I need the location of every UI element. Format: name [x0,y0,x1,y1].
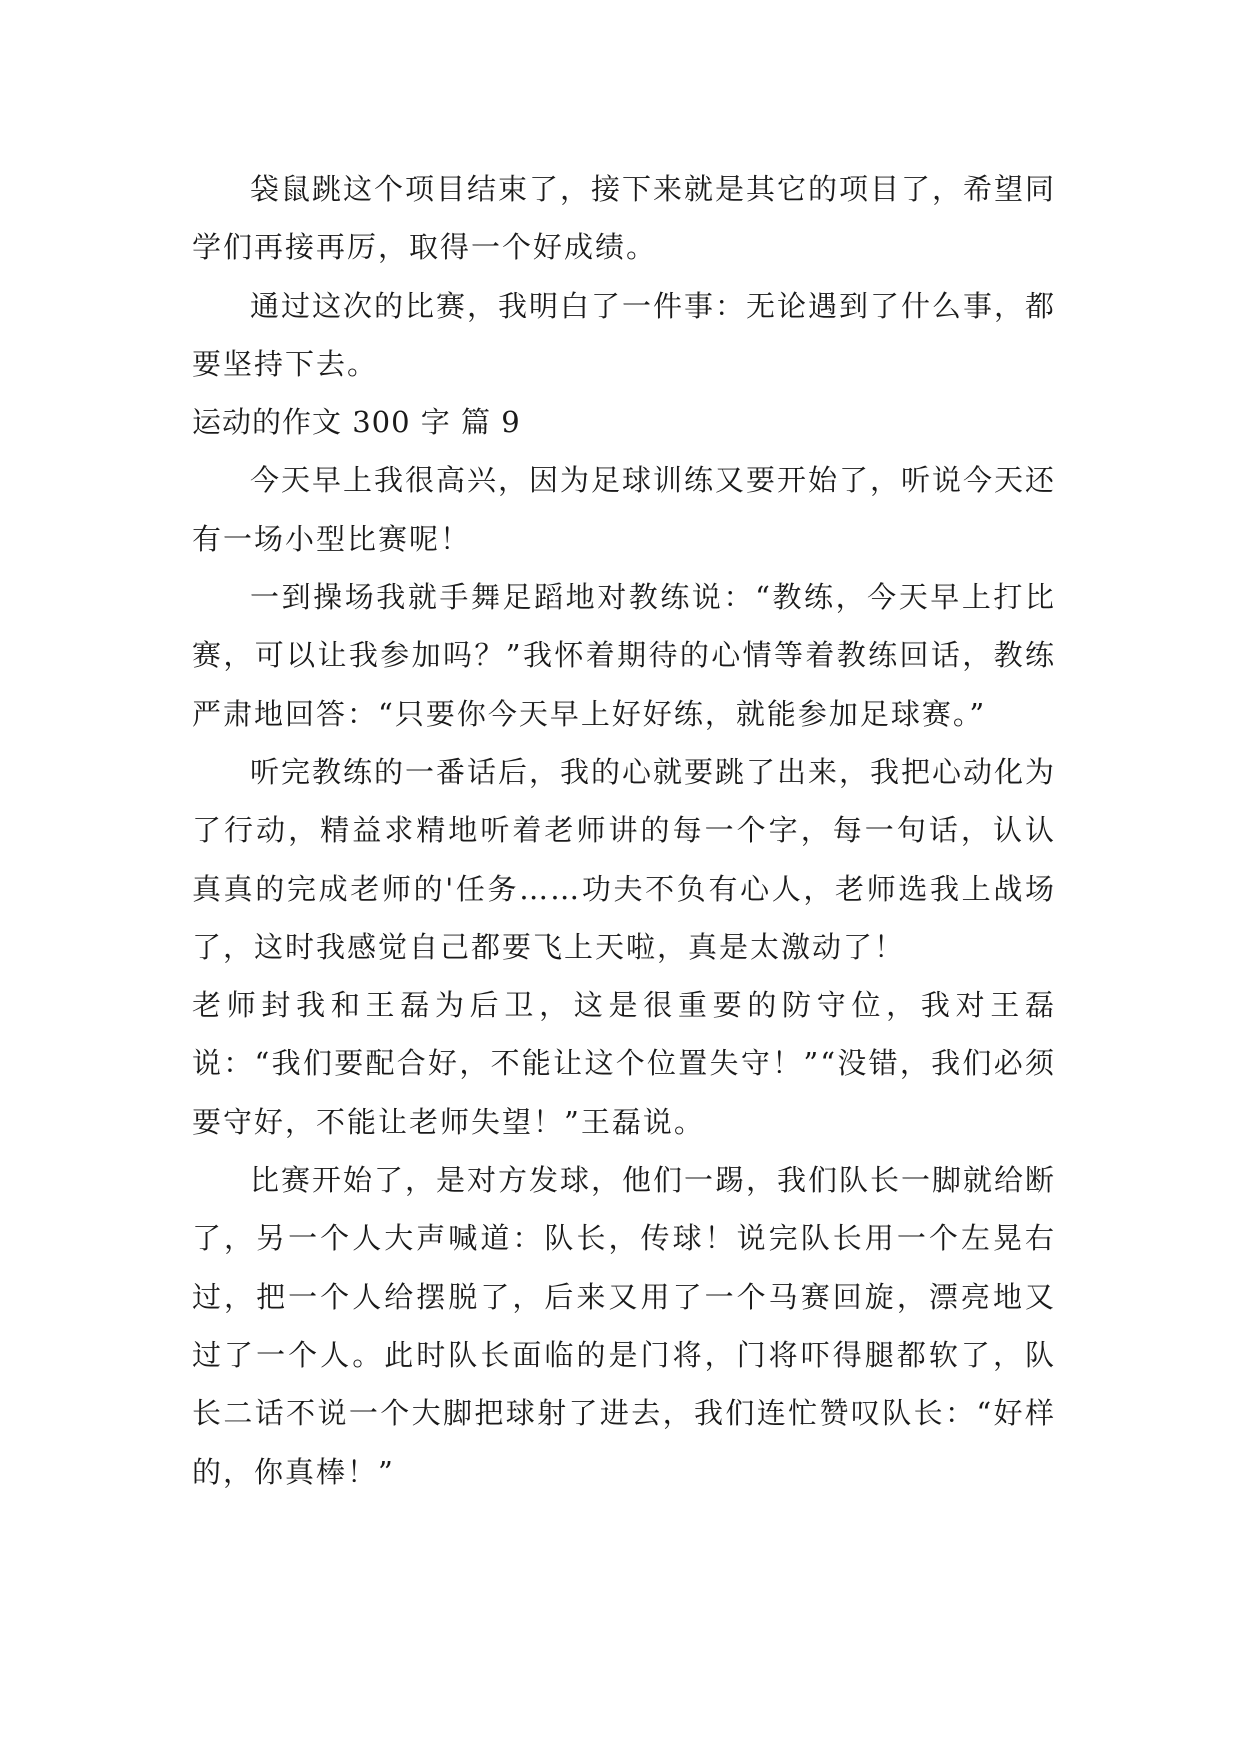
document-body [192,160,1056,1501]
section-heading: 运动的作文 300 字 篇 9 [192,405,521,440]
paragraph: 一到操场我就手舞足蹈地对教练说：“教练，今天早上打比赛，可以让我参加吗？”我怀着期待的心情等着教练回话，教练严肃地回答：“只要你今天早上好好练，就能参加足球赛。” [192,580,1056,731]
paragraph: 比赛开始了，是对方发球，他们一踢，我们队长一脚就给断了，另一个人大声喊道：队长，传球！说完队长用一个左晃右过，把一个人给摆脱了，后来又用了一个马赛回旋，漂亮地又过了一个人。此时队长面临的是门将，门将吓得腿都软了，队长二话不说一个大脚把球射了进去，我们连忙赞叹队长：“好样的，你真棒！” [192,1163,1057,1489]
paragraph: 今天早上我很高兴，因为足球训练又要开始了，听说今天还有一场小型比赛呢！ [192,463,1057,556]
paragraph: 老师封我和王磊为后卫，这是很重要的防守位，我对王磊说：“我们要配合好，不能让这个位置失守！”“没错，我们必须要守好，不能让老师失望！”王磊说。 [192,988,1056,1139]
paragraph: 听完教练的一番话后，我的心就要跳了出来，我把心动化为了行动，精益求精地听着老师讲的每一个字，每一句话，认认真真的完成老师的'任务……功夫不负有心人，老师选我上战场了，这时我感觉自己都要飞上天啦，真是太激动了！ [192,754,1057,964]
paragraph: 通过这次的比赛，我明白了一件事：无论遇到了什么事，都要坚持下去。 [192,288,1057,381]
paragraph: 袋鼠跳这个项目结束了，接下来就是其它的项目了，希望同学们再接再厉，取得一个好成绩。 [192,172,1057,265]
